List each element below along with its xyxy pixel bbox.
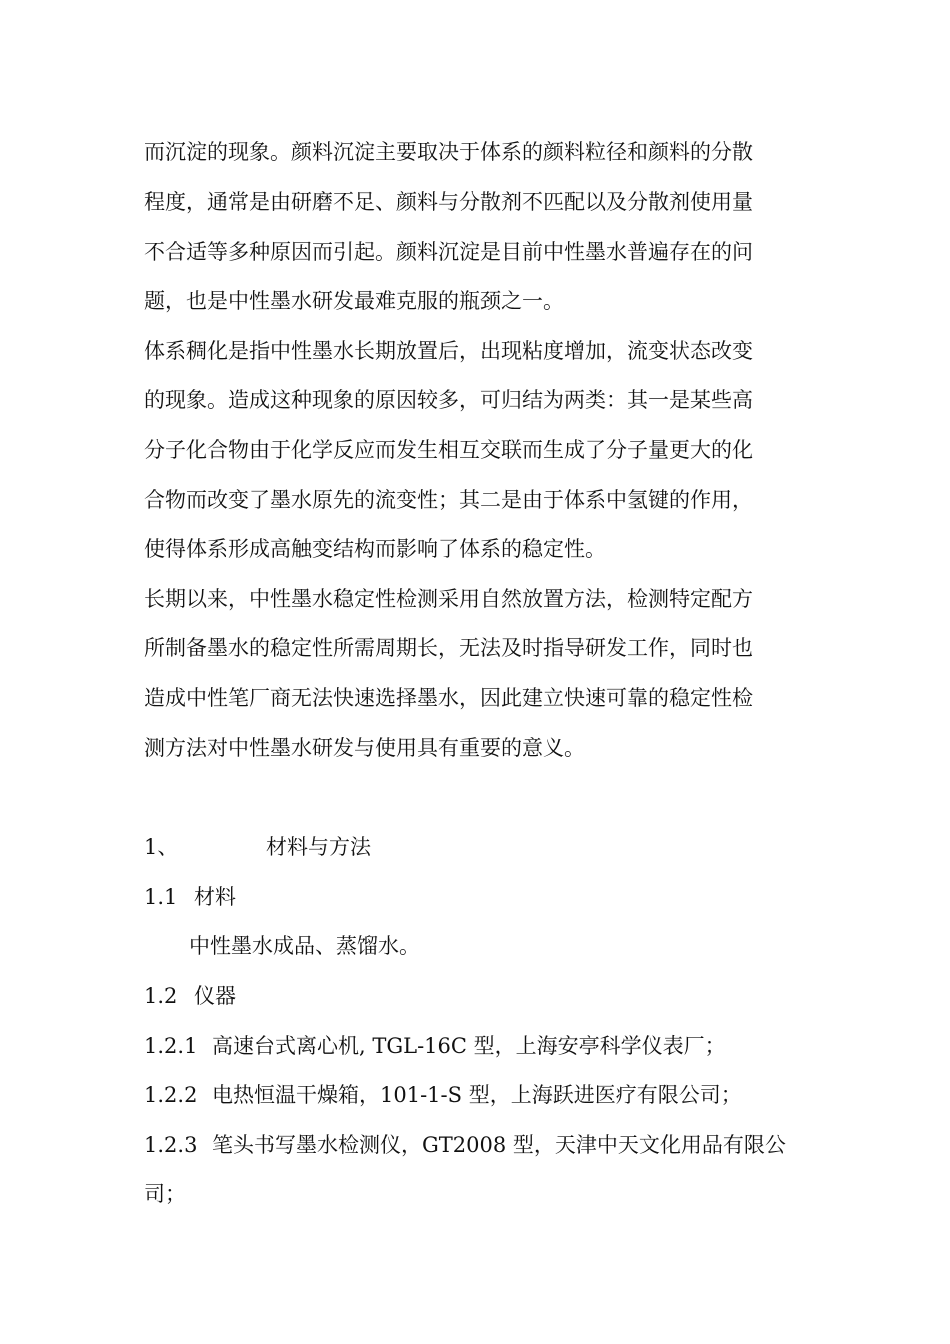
paragraph-line: 长期以来，中性墨水稳定性检测采用自然放置方法，检测特定配方 [144,587,753,611]
list-item [144,1081,742,1109]
section-title: 材料与方法 [266,835,371,859]
list-item [144,1131,786,1159]
list-item [144,1032,726,1060]
subsection-number: 1.1 [144,885,178,909]
subsection-heading [144,982,236,1010]
item-number: 1.2.1 [144,1034,198,1058]
item-text: 笔头书写墨水检测仪，GT2008 型，天津中天文化用品有限公 [212,1133,786,1157]
item-text: 高速台式离心机, TGL-16C 型，上海安亭科学仪表厂； [212,1034,726,1058]
paragraph-line: 体系稠化是指中性墨水长期放置后，出现粘度增加，流变状态改变 [144,339,753,363]
paragraph-line: 不合适等多种原因而引起。颜料沉淀是目前中性墨水普遍存在的问 [144,240,753,264]
paragraph-line: 题，也是中性墨水研发最难克服的瓶颈之一。 [144,289,564,313]
item-text: 电热恒温干燥箱，101-1-S 型，上海跃进医疗有限公司； [212,1083,742,1107]
paragraph-line: 分子化合物由于化学反应而发生相互交联而生成了分子量更大的化 [144,438,753,462]
section-number: 1、 [144,835,179,859]
paragraph-line: 造成中性笔厂商无法快速选择墨水，因此建立快速可靠的稳定性检 [144,686,753,710]
subsection-title: 材料 [194,885,236,909]
section-heading [144,833,371,861]
paragraph-line: 程度，通常是由研磨不足、颜料与分散剂不匹配以及分散剂使用量 [144,190,753,214]
subsection-number: 1.2 [144,984,178,1008]
item-number: 1.2.2 [144,1083,198,1107]
paragraph-line: 而沉淀的现象。颜料沉淀主要取决于体系的颜料粒径和颜料的分散 [144,140,753,164]
subsection-body: 中性墨水成品、蒸馏水。 [189,934,420,958]
subsection-title: 仪器 [194,984,236,1008]
list-item-continuation: 司； [144,1182,186,1206]
paragraph-line: 合物而改变了墨水原先的流变性；其二是由于体系中氢键的作用， [144,488,753,512]
subsection-heading [144,883,236,911]
paragraph-line: 所制备墨水的稳定性所需周期长，无法及时指导研发工作，同时也 [144,636,753,660]
paragraph-line: 测方法对中性墨水研发与使用具有重要的意义。 [144,736,585,760]
paragraph-line: 使得体系形成高触变结构而影响了体系的稳定性。 [144,537,606,561]
paragraph-line: 的现象。造成这种现象的原因较多，可归结为两类：其一是某些高 [144,388,753,412]
item-number: 1.2.3 [144,1133,198,1157]
